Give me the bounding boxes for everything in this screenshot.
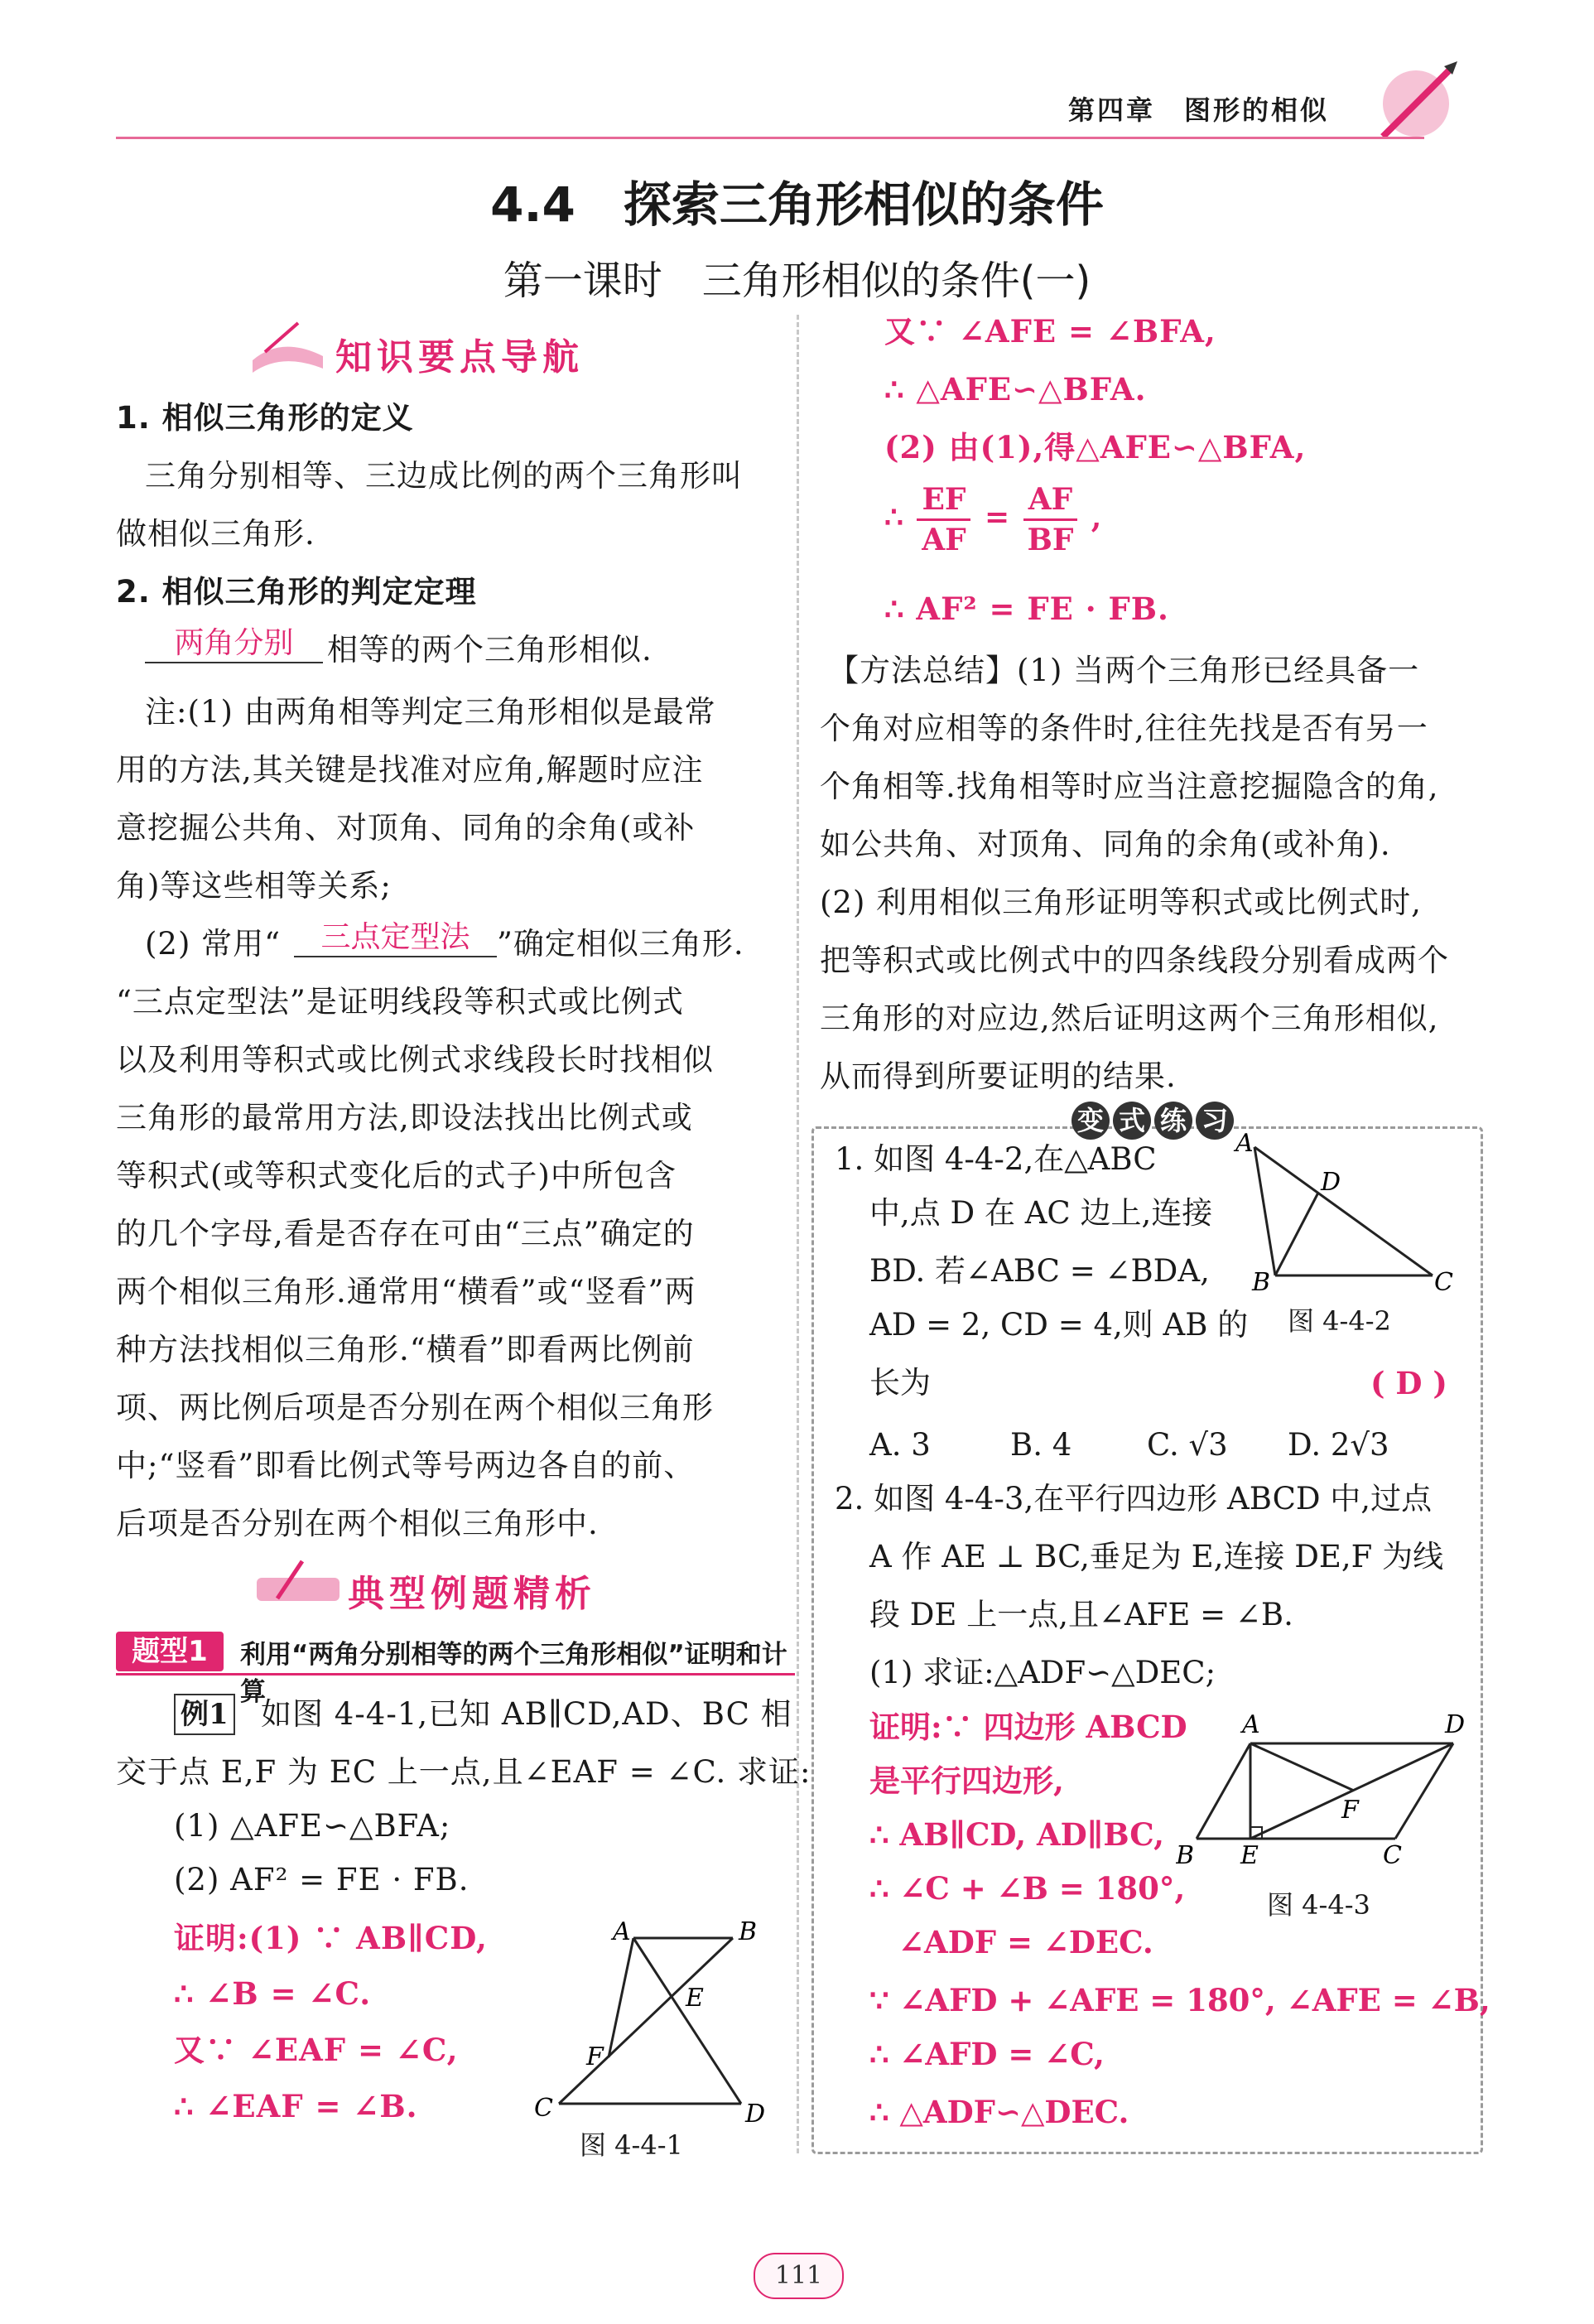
figure-4-4-1-caption: 图 4-4-1 — [580, 2129, 683, 2161]
practice-q2-line2: A 作 AE ⊥ BC,垂足为 E,连接 DE,F 为线 — [869, 1539, 1444, 1574]
practice-q1-line4: AD = 2, CD = 4,则 AB 的 — [869, 1307, 1249, 1343]
practice-q2-proof-1: 证明:∵ 四边形 ABCD — [869, 1709, 1187, 1745]
method-line-8: 项、两比例后项是否分别在两个相似三角形 — [116, 1390, 714, 1425]
option-b: B. 4 — [1010, 1427, 1072, 1463]
knowledge-item2-text: 相等的两个三角形相似. — [327, 632, 653, 668]
knowledge-item2-title: 2. 相似三角形的判定定理 — [116, 574, 477, 610]
question-type-text: 利用“两角分别相等的两个三角形相似”证明和计算 — [240, 1640, 787, 1707]
practice-q2-proof-6: ∵ ∠AFD + ∠AFE = 180°, ∠AFE = ∠B, — [869, 1982, 1490, 2018]
example1-line1: 如图 4-4-1,已知 AB∥CD,AD、BC 相 — [261, 1696, 792, 1732]
svg-text:C: C — [1383, 1841, 1402, 1870]
question-type-badge: 题型1 — [116, 1632, 224, 1671]
summary-line-5: (2) 利用相似三角形证明等积式或比例式时, — [820, 885, 1422, 920]
fig1-label-b: B — [739, 1917, 758, 1946]
example1-proof-2: ∴ ∠B = ∠C. — [174, 1975, 372, 2012]
chapter-header: 第四章 图形的相似 — [1068, 94, 1330, 126]
summary-line-4: 如公共角、对顶角、同角的余角(或补角). — [820, 827, 1391, 862]
frac1-numerator: EF — [917, 480, 970, 521]
summary-line-2: 个角对应相等的条件时,往往先找是否有另一 — [820, 711, 1428, 746]
note2-suffix: ”确定相似三角形. — [497, 926, 744, 962]
note-line-1: 注:(1) 由两角相等判定三角形相似是最常 — [145, 694, 716, 730]
frac2-denominator: BF — [1027, 523, 1074, 557]
svg-text:B: B — [1252, 1268, 1271, 1296]
svg-text:D: D — [1321, 1168, 1341, 1197]
practice-q2-proof-8: ∴ △ADF∽△DEC. — [869, 2094, 1129, 2130]
frac2-numerator: AF — [1023, 480, 1078, 521]
summary-line-3: 个角相等.找角相等时应当注意挖掘隐含的角, — [820, 769, 1439, 804]
svg-text:F: F — [1341, 1796, 1359, 1825]
question-type-bar — [116, 1632, 795, 1707]
practice-q1-line1: 1. 如图 4-4-2,在△ABC — [835, 1141, 1157, 1177]
method-line-6: 两个相似三角形.通常用“横看”或“竖看”两 — [116, 1274, 696, 1309]
method-line-3: 三角形的最常用方法,即设法找出比例式或 — [116, 1100, 693, 1135]
practice-q2-proof-2: 是平行四边形, — [869, 1762, 1064, 1799]
practice-q2-proof-4: ∴ ∠C + ∠B = 180°, — [869, 1870, 1186, 1907]
example1-line2: 交于点 E,F 为 EC 上一点,且∠EAF = ∠C. 求证: — [116, 1754, 811, 1790]
fig1-label-c: C — [534, 2094, 553, 2123]
practice-badge: 变 式 练 习 — [1070, 1102, 1235, 1140]
practice-q2-line3: 段 DE 上一点,且∠AFE = ∠B. — [869, 1597, 1293, 1632]
option-c: C. √3 — [1147, 1427, 1228, 1463]
practice-q1-answer: ( D ) — [1370, 1365, 1447, 1401]
answer-blank-1: 两角分别 — [145, 620, 323, 663]
option-a: A. 3 — [869, 1427, 931, 1463]
method-line-4: 等积式(或等积式变化后的式子)中所包含 — [116, 1158, 677, 1193]
example1-proof-3: 又∵ ∠EAF = ∠C, — [174, 2032, 459, 2068]
fig1-label-e: E — [686, 1984, 704, 2013]
knowledge-item1-line1: 三角分别相等、三边成比例的两个三角形叫 — [145, 458, 743, 494]
method-line-2: 以及利用等积式或比例式求线段长时找相似 — [116, 1042, 714, 1078]
frac1-denominator: AF — [922, 523, 966, 557]
practice-q2-line4: (1) 求证:△ADF∽△DEC; — [869, 1655, 1216, 1690]
fig1-label-f: F — [586, 2042, 604, 2071]
practice-q2-proof-5: ∠ADF = ∠DEC. — [898, 1924, 1153, 1960]
proof-result: ∴ AF² = FE · FB. — [884, 591, 1169, 627]
method-line-9: 中;“竖看”即看比例式等号两边各自的前、 — [116, 1448, 696, 1483]
answer-blank-2: 三点定型法 — [294, 914, 497, 957]
book-icon — [248, 319, 331, 377]
summary-line-6: 把等积式或比例式中的四条线段分别看成两个 — [820, 943, 1449, 978]
practice-q1-line5: 长为 — [869, 1365, 931, 1401]
proof-continue-2: ∴ △AFE∽△BFA. — [884, 371, 1147, 407]
pencil-decoration-icon — [1358, 58, 1474, 149]
svg-text:D: D — [1445, 1710, 1466, 1739]
summary-line-7: 三角形的对应边,然后证明这两个三角形相似, — [820, 1000, 1439, 1036]
proportion-equation: ∴ $\frac{EF}{AF}$ = $\frac{AF}{BF}$ , — [884, 482, 1102, 557]
lesson-subtitle: 第一课时 三角形相似的条件(一) — [503, 258, 1091, 304]
practice-q2-proof-3: ∴ AB∥CD, AD∥BC, — [869, 1816, 1164, 1853]
example1-question1: (1) △AFE∽△BFA; — [174, 1808, 451, 1844]
knowledge-item1-line2: 做相似三角形. — [116, 516, 315, 552]
svg-text:E: E — [1240, 1841, 1259, 1870]
column-divider — [797, 315, 799, 2153]
practice-q1-line2: 中,点 D 在 AC 边上,连接 — [869, 1195, 1213, 1231]
example1-question2: (2) AF² = FE · FB. — [174, 1862, 470, 1897]
note-line-4: 角)等这些相等关系; — [116, 868, 392, 904]
figure-4-4-3 — [1176, 1706, 1474, 1888]
svg-text:A: A — [1242, 1710, 1260, 1739]
examples-heading: 典型例题精析 — [348, 1573, 596, 1615]
fig1-label-d: D — [745, 2100, 766, 2129]
method-line-7: 种方法找相似三角形.“横看”即看两比例前 — [116, 1332, 695, 1367]
method-line-10: 后项是否分别在两个相似三角形中. — [116, 1506, 599, 1541]
svg-text:A: A — [1235, 1129, 1254, 1158]
knowledge-heading: 知识要点导航 — [335, 336, 584, 378]
note-line-2: 用的方法,其关键是找准对应角,解题时应注 — [116, 752, 704, 788]
method-line-5: 的几个字母,看是否存在可由“三点”确定的 — [116, 1216, 695, 1251]
note2-prefix: (2) 常用“ — [145, 926, 282, 962]
figure-4-4-1 — [513, 1905, 787, 2145]
figure-4-4-2 — [1226, 1126, 1474, 1296]
section-title: 4.4 探索三角形相似的条件 — [490, 176, 1104, 233]
proof-continue-1: 又∵ ∠AFE = ∠BFA, — [884, 313, 1216, 350]
figure-4-4-3-caption: 图 4-4-3 — [1267, 1889, 1370, 1921]
example1-proof-1: 证明:(1) ∵ AB∥CD, — [174, 1920, 488, 1956]
pen-icon — [253, 1557, 344, 1607]
method-line-1: “三点定型法”是证明线段等积式或比例式 — [116, 984, 684, 1020]
proof-continue-3: (2) 由(1),得△AFE∽△BFA, — [884, 429, 1307, 465]
knowledge-item1-title: 1. 相似三角形的定义 — [116, 400, 414, 436]
practice-q2-line1: 2. 如图 4-4-3,在平行四边形 ABCD 中,过点 — [835, 1481, 1433, 1516]
practice-q2-proof-7: ∴ ∠AFD = ∠C, — [869, 2036, 1105, 2072]
summary-line-1: 【方法总结】(1) 当两个三角形已经具备一 — [828, 653, 1420, 688]
page-number: 111 — [754, 2253, 844, 2299]
header-rule — [116, 137, 1424, 139]
example1-proof-4: ∴ ∠EAF = ∠B. — [174, 2088, 418, 2124]
note-line-3: 意挖掘公共角、对顶角、同角的余角(或补 — [116, 810, 696, 846]
svg-text:B: B — [1176, 1841, 1195, 1870]
example-label: 例1 — [174, 1694, 235, 1735]
fig1-label-a: A — [613, 1917, 631, 1946]
option-d: D. 2√3 — [1288, 1427, 1389, 1463]
svg-text:C: C — [1434, 1268, 1453, 1296]
summary-line-8: 从而得到所要证明的结果. — [820, 1058, 1177, 1094]
figure-4-4-2-caption: 图 4-4-2 — [1288, 1305, 1391, 1337]
practice-q1-line3: BD. 若∠ABC = ∠BDA, — [869, 1253, 1210, 1289]
